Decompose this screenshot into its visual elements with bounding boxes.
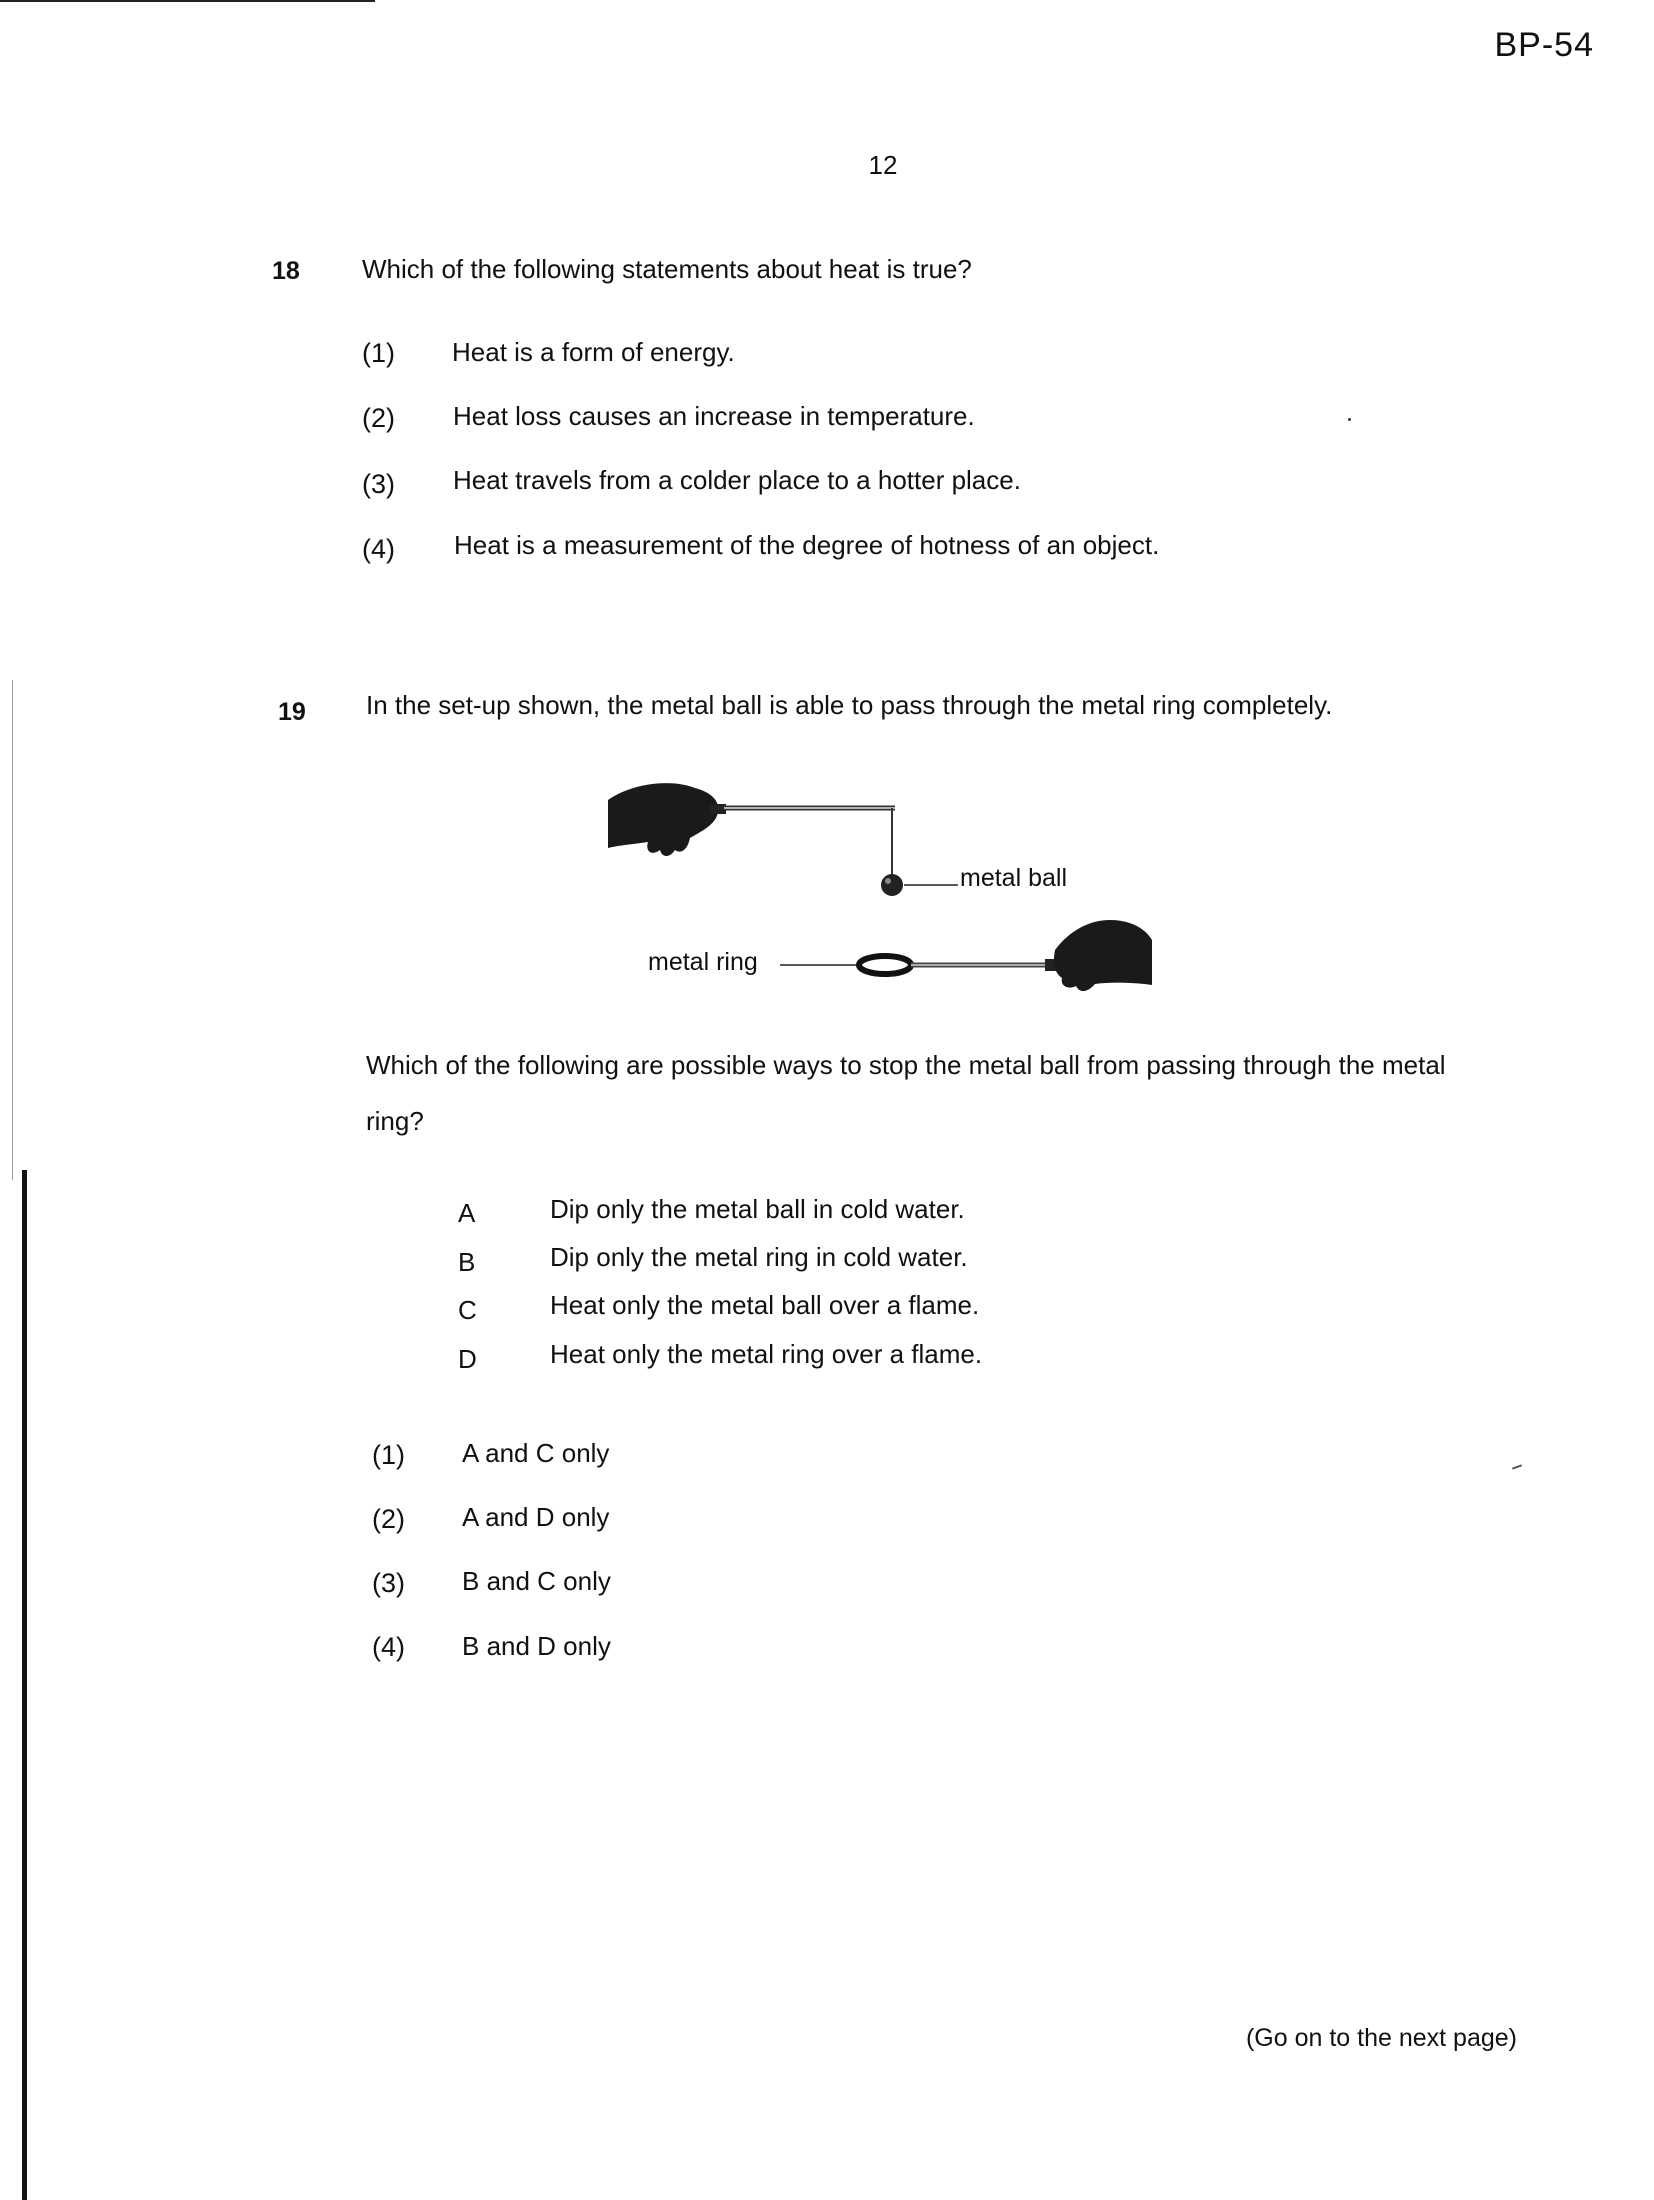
question-text: Which of the following statements about heat is true? xyxy=(362,254,972,284)
option-number: (3) xyxy=(372,1568,405,1598)
option-text: B and D only xyxy=(462,1631,611,1661)
scan-speck xyxy=(1348,418,1351,421)
page-number: 12 xyxy=(868,150,898,180)
left-margin-bar xyxy=(22,1170,27,2200)
footer-note: (Go on to the next page) xyxy=(1245,2024,1517,2052)
metal-ring xyxy=(859,956,911,974)
left-margin-line xyxy=(12,680,13,1180)
question-text: In the set-up shown, the metal ball is able to pass through the metal ring completely. xyxy=(366,690,1333,720)
ball-label: metal ball xyxy=(960,864,1067,892)
option-text: Heat is a form of energy. xyxy=(452,337,735,367)
hand-icon xyxy=(608,783,718,856)
option-number: (3) xyxy=(362,469,395,499)
question-prompt: ring? xyxy=(366,1106,424,1136)
option-number: (4) xyxy=(362,534,395,564)
scan-mark xyxy=(1512,1464,1522,1469)
option-number: (1) xyxy=(362,338,395,368)
statement-letter: A xyxy=(458,1198,476,1228)
option-text: Heat travels from a colder place to a hotter place. xyxy=(453,465,1021,495)
option-number: (2) xyxy=(362,403,395,433)
option-number: (1) xyxy=(372,1440,405,1470)
option-text: Heat is a measurement of the degree of hotness of an object. xyxy=(454,530,1160,560)
hand-icon xyxy=(1054,920,1152,991)
statement-text: Heat only the metal ring over a flame. xyxy=(550,1339,983,1369)
paper-code: BP-54 xyxy=(1494,26,1594,64)
statement-letter: B xyxy=(458,1247,476,1277)
option-text: A and D only xyxy=(462,1502,610,1532)
statement-text: Dip only the metal ball in cold water. xyxy=(550,1194,965,1224)
option-number: (4) xyxy=(372,1632,405,1662)
statement-letter: C xyxy=(458,1295,477,1325)
metal-ball xyxy=(881,874,903,896)
option-text: Heat loss causes an increase in temperature. xyxy=(453,401,975,431)
question-number: 19 xyxy=(278,698,306,726)
question-number: 18 xyxy=(272,257,300,285)
ring-label: metal ring xyxy=(648,948,758,976)
statement-letter: D xyxy=(458,1344,477,1374)
option-number: (2) xyxy=(372,1504,405,1534)
top-rule xyxy=(0,0,375,2)
statement-text: Dip only the metal ring in cold water. xyxy=(550,1242,968,1272)
option-text: A and C only xyxy=(462,1438,610,1468)
statement-text: Heat only the metal ball over a flame. xyxy=(550,1290,980,1320)
question-prompt: Which of the following are possible ways to stop the metal ball from passing through the metal xyxy=(366,1050,1446,1080)
option-text: B and C only xyxy=(462,1566,611,1596)
